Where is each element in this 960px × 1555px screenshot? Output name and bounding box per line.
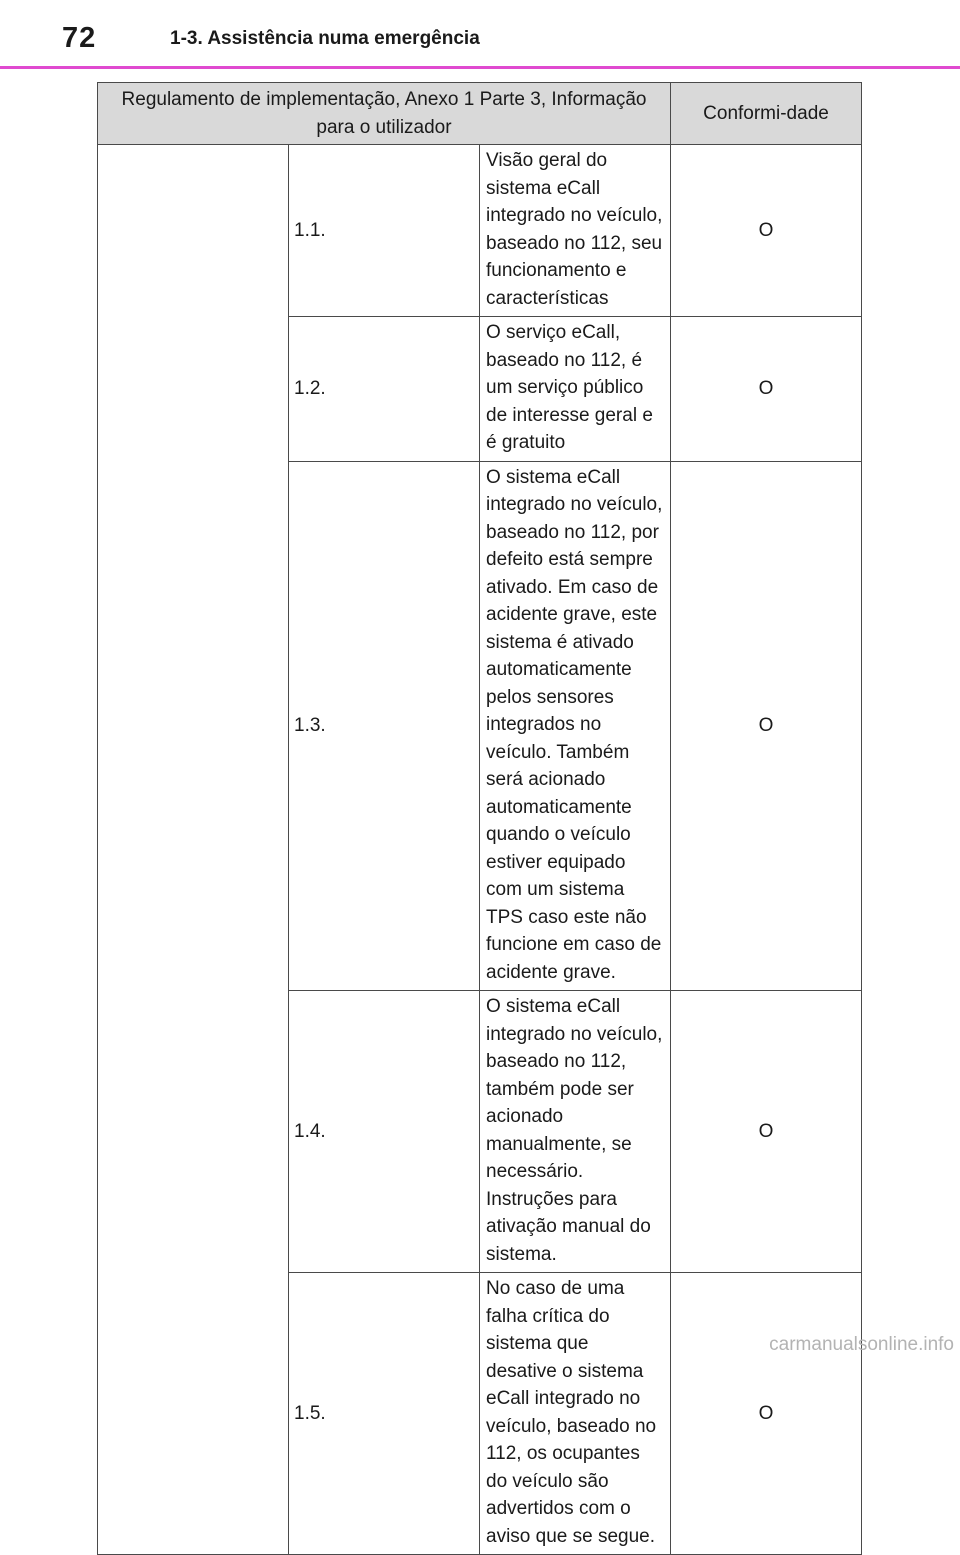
row-conformity: O [671, 461, 862, 991]
row-text: O sistema eCall integrado no veículo, baseado no 112, por defeito está sempre ativado. Em caso de acidente grave, este sistema é ativado automaticamente pelos sensores integrados no veículo. Também será acionado automaticamente quando o veículo estiver equipado com um sistema TPS caso este não funcione em caso de acidente grave. [480, 461, 671, 991]
row-text: O sistema eCall integrado no veículo, baseado no 112, também pode ser acionado manualmente, se necessário. Instruções para ativação manual do sistema. [480, 991, 671, 1273]
row-conformity: O [671, 317, 862, 462]
row-number: 1.3. [289, 461, 480, 991]
row-number: 1.2. [289, 317, 480, 462]
page-header [0, 0, 960, 69]
regulation-table [97, 82, 862, 1555]
footer-watermark: carmanualsonline.info [769, 1334, 954, 1355]
table-row [98, 145, 862, 317]
row-number: 1.4. [289, 991, 480, 1273]
row-text: Visão geral do sistema eCall integrado no veículo, baseado no 112, seu funcionamento e características [480, 145, 671, 317]
row-conformity: O [671, 1273, 862, 1555]
header-conformity: Conformi-dade [671, 83, 862, 145]
page-number: 72 [62, 22, 97, 54]
row-conformity: O [671, 991, 862, 1273]
section-title: 1-3. Assistência numa emergência [170, 28, 480, 49]
row-text: O serviço eCall, baseado no 112, é um serviço público de interesse geral e é gratuito [480, 317, 671, 462]
table-header-row [98, 83, 862, 145]
row-number: 1.1. [289, 145, 480, 317]
header-regulation: Regulamento de implementação, Anexo 1 Parte 3, Informação para o utilizador [98, 83, 671, 145]
row-text: No caso de uma falha crítica do sistema que desative o sistema eCall integrado no veículo, baseado no 112, os ocupantes do veículo são advertidos com o aviso que se segue. [480, 1273, 671, 1555]
blank-group-cell [98, 145, 289, 1555]
row-conformity: O [671, 145, 862, 317]
row-number: 1.5. [289, 1273, 480, 1555]
